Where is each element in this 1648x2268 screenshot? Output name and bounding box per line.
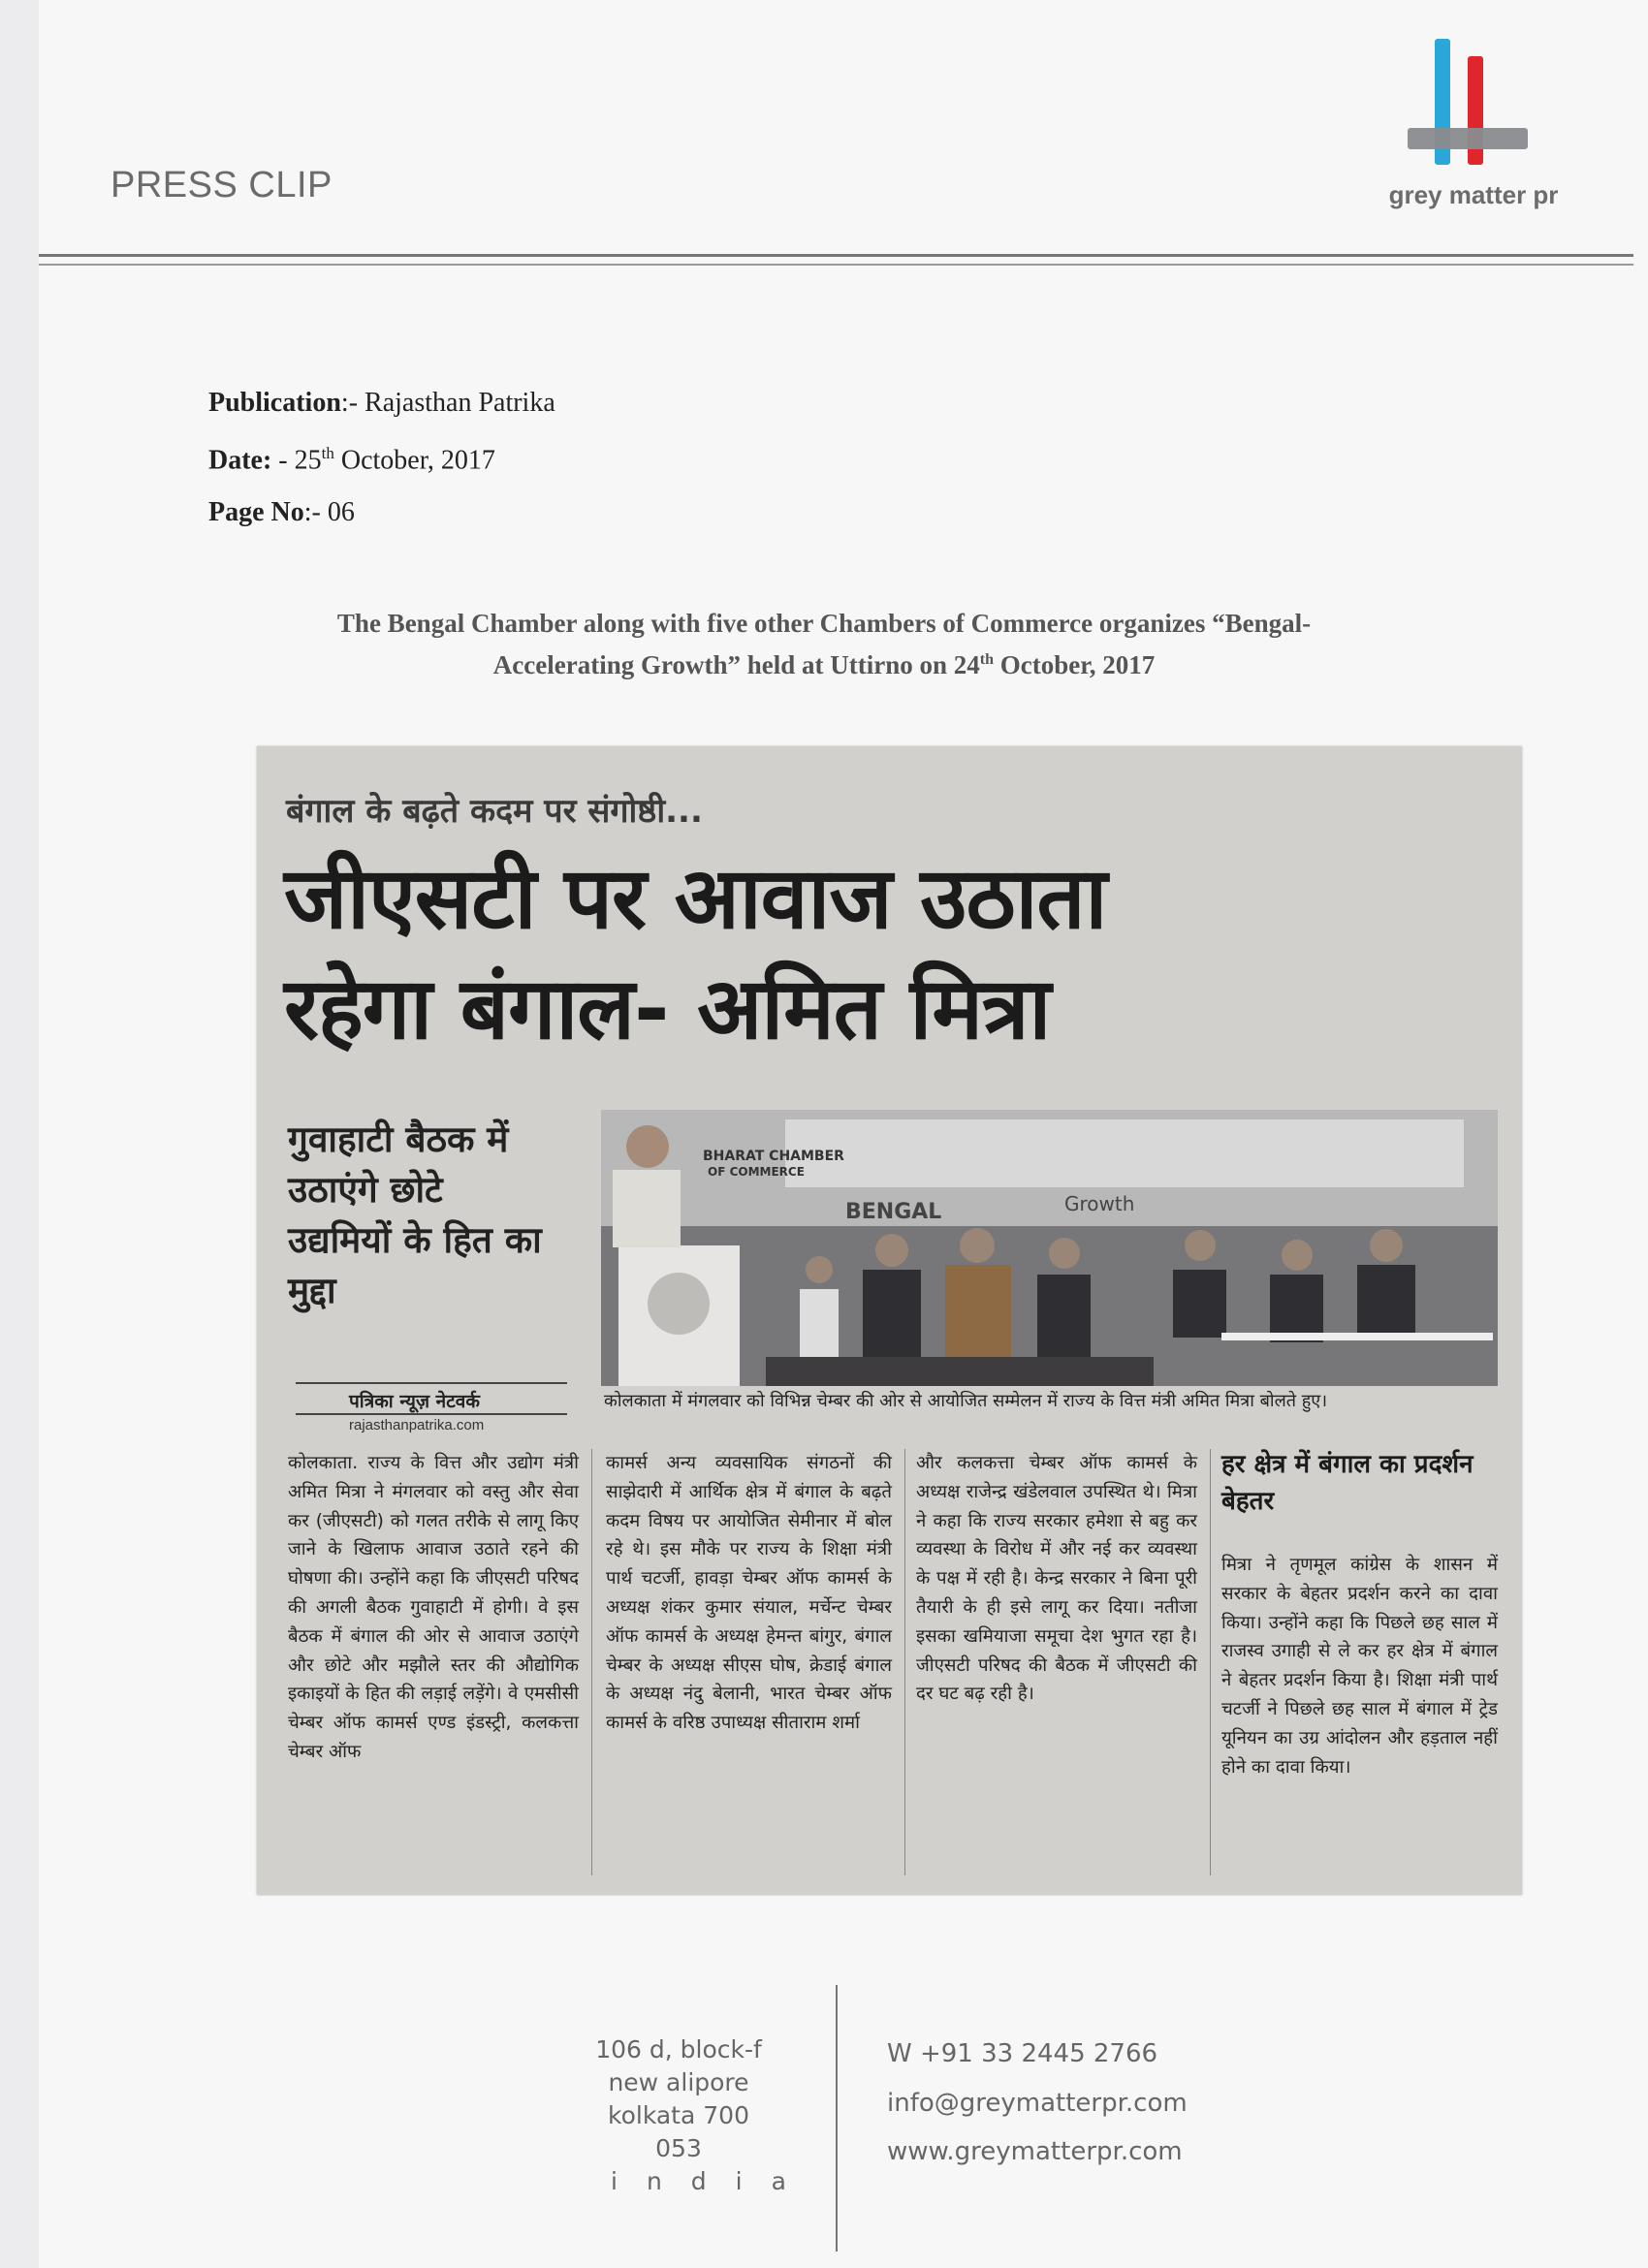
speaker-head	[626, 1125, 669, 1168]
event-caption-line1: The Bengal Chamber along with five other Chambers of Commerce organizes “Bengal-	[336, 609, 1312, 638]
logo-text: grey matter pr	[1388, 180, 1559, 209]
column-divider	[904, 1449, 905, 1875]
caption-line2-suffix: th	[979, 651, 994, 668]
address-line-2: new alipore	[608, 2068, 749, 2096]
caption-line2-text: Accelerating Growth” held at Uttirno on 24	[492, 650, 980, 679]
byline-rule-bottom	[296, 1413, 567, 1415]
press-clip-title: PRESS CLIP	[111, 165, 333, 205]
publication-line	[208, 388, 555, 419]
byline-rule-top	[296, 1382, 567, 1384]
banner-text-2: OF COMMERCE	[708, 1165, 805, 1179]
publication-label: Publication	[208, 388, 341, 418]
footer-website[interactable]: www.greymatterpr.com	[887, 2137, 1183, 2166]
date-label: Date:	[208, 445, 272, 476]
article-column-4: मित्रा ने तृणमूल कांग्रेस के शासन में सरकार के बेहतर प्रदर्शन करने का दावा किया। उन्होंने कहा कि पिछले छह साल में राजस्व उगाही से ले कर हर क्षेत्र में बंगाल ने बेहतर प्रदर्शन किया है। शिक्षा मंत्री पार्थ चटर्जी ने पिछले छह साल में बंगाल में ट्रेड यूनियन का उग्र आंदोलन और हड़ताल नहीं होने का दावा किया।	[1221, 1555, 1498, 1778]
date-month-year: October, 2017	[333, 445, 495, 476]
address-line-3: kolkata 700 053	[608, 2101, 749, 2162]
page-label: Page No	[208, 497, 304, 527]
footer-phone: W +91 33 2445 2766	[887, 2039, 1158, 2068]
banner-text-1: BHARAT CHAMBER	[703, 1149, 844, 1164]
byline-website: rajasthanpatrika.com	[349, 1417, 485, 1433]
article-column-1: कोलकाता. राज्य के वित्त और उद्योग मंत्री अमित मित्रा ने मंगलवार को वस्तु और सेवा कर (जीएसटी) को गलत तरीके से लागू किए जाने के खिलाफ आवाज उठाते रहने की घोषणा की। उन्होंने कहा कि जीएसटी परिषद की अगली बैठक गुवाहाटी में होगी। वे इस बैठक में बंगाल की ओर से आवाज उठाएंगे और छोटे और मझौले स्तर की औद्योगिक इकाइयों के हित की लड़ाई लड़ेंगे। वे एमसीसी चेम्बर ऑफ कामर्स एण्ड इंडस्ट्री, कलकत्ता चेम्बर ऑफ	[288, 1453, 579, 1762]
publication-value: :- Rajasthan Patrika	[340, 388, 555, 418]
footer-divider	[836, 1985, 838, 2252]
photo-caption: कोलकाता में मंगलवार को विभिन्न चेम्बर की ओर से आयोजित सम्मेलन में राज्य के वित्त मंत्री अमित मित्रा बोलते हुए।	[604, 1391, 1328, 1411]
stage-text-bengal: BENGAL	[845, 1200, 942, 1224]
footer-address	[582, 2033, 815, 2198]
date-suffix: th	[321, 444, 334, 462]
event-caption	[174, 605, 1474, 683]
page-number-line	[208, 497, 355, 528]
logo-grey-bar	[1408, 128, 1528, 149]
newspaper-clipping	[257, 746, 1522, 1895]
header-rule-bottom	[39, 264, 1633, 266]
article-headline	[284, 843, 1106, 1064]
footer-email[interactable]: info@greymatterpr.com	[887, 2089, 1188, 2118]
column-divider	[591, 1449, 592, 1875]
headline-line1: जीएसटी पर आवाज उठाता	[284, 848, 1107, 948]
byline: पत्रिका न्यूज़ नेटवर्क	[349, 1391, 480, 1412]
article-column-2: कामर्स अन्य व्यवसायिक संगठनों की साझेदारी में आर्थिक क्षेत्र में बंगाल के बढ़ते कदम विषय पर आयोजित सेमीनार में बोल रहे थे। इस मौके पर राज्य के शिक्षा मंत्री पार्थ चटर्जी, हावड़ा चेम्बर ऑफ कामर्स के अध्यक्ष शंकर कुमार संयाल, मर्चेन्ट चेम्बर ऑफ कामर्स के अध्यक्ष हेमन्त बांगुर, बंगाल चेम्बर के अध्यक्ष सीएस घोष, क्रेडाई बंगाल के अध्यक्ष नंदु बेलानी, भारत चेम्बर ऑफ कामर्स के वरिष्ठ उपाध्यक्ष सीताराम शर्मा	[606, 1453, 892, 1734]
column-divider	[1210, 1449, 1211, 1875]
date-day: - 25	[271, 445, 322, 476]
date-line	[208, 444, 495, 476]
event-caption-line2	[174, 642, 1474, 683]
page-value: :- 06	[303, 497, 355, 527]
article-kicker: बंगाल के बढ़ते कदम पर संगोष्ठी...	[286, 792, 703, 831]
header-rule-top	[39, 254, 1633, 257]
article-subhead: गुवाहाटी बैठक में उठाएंगे छोटे उद्यमियों के हित का मुद्दा	[288, 1118, 542, 1311]
caption-line2-date: October, 2017	[993, 650, 1156, 679]
stage-text-growth: Growth	[1064, 1192, 1135, 1215]
address-line-1: 106 d, block-f	[595, 2035, 762, 2063]
page-edge	[0, 0, 39, 2268]
stage-banner	[785, 1119, 1464, 1187]
article-column-4-heading: हर क्षेत्र में बंगाल का प्रदर्शन बेहतर	[1221, 1450, 1474, 1516]
article-column-3: और कलकत्ता चेम्बर ऑफ कामर्स के अध्यक्ष राजेन्द्र खंडेलवाल उपस्थित थे। मित्रा ने कहा कि राज्य सरकार हमेशा से बहु कर व्यवस्था के विरोध में और नई कर व्यवस्था के पक्ष में रही है। केन्द्र सरकार ने बिना पूरी तैयारी के ही इसे लागू कर दिया। नतीजा इसका खमियाजा समूचा देश भुगत रहा है। जीएसटी परिषद की बैठक में जीएसटी की दर घट बढ़ रही है।	[916, 1453, 1197, 1705]
headline-line2: रहेगा बंगाल- अमित मित्रा	[284, 959, 1051, 1058]
address-line-4: india	[611, 2167, 815, 2195]
event-photo	[601, 1110, 1498, 1386]
